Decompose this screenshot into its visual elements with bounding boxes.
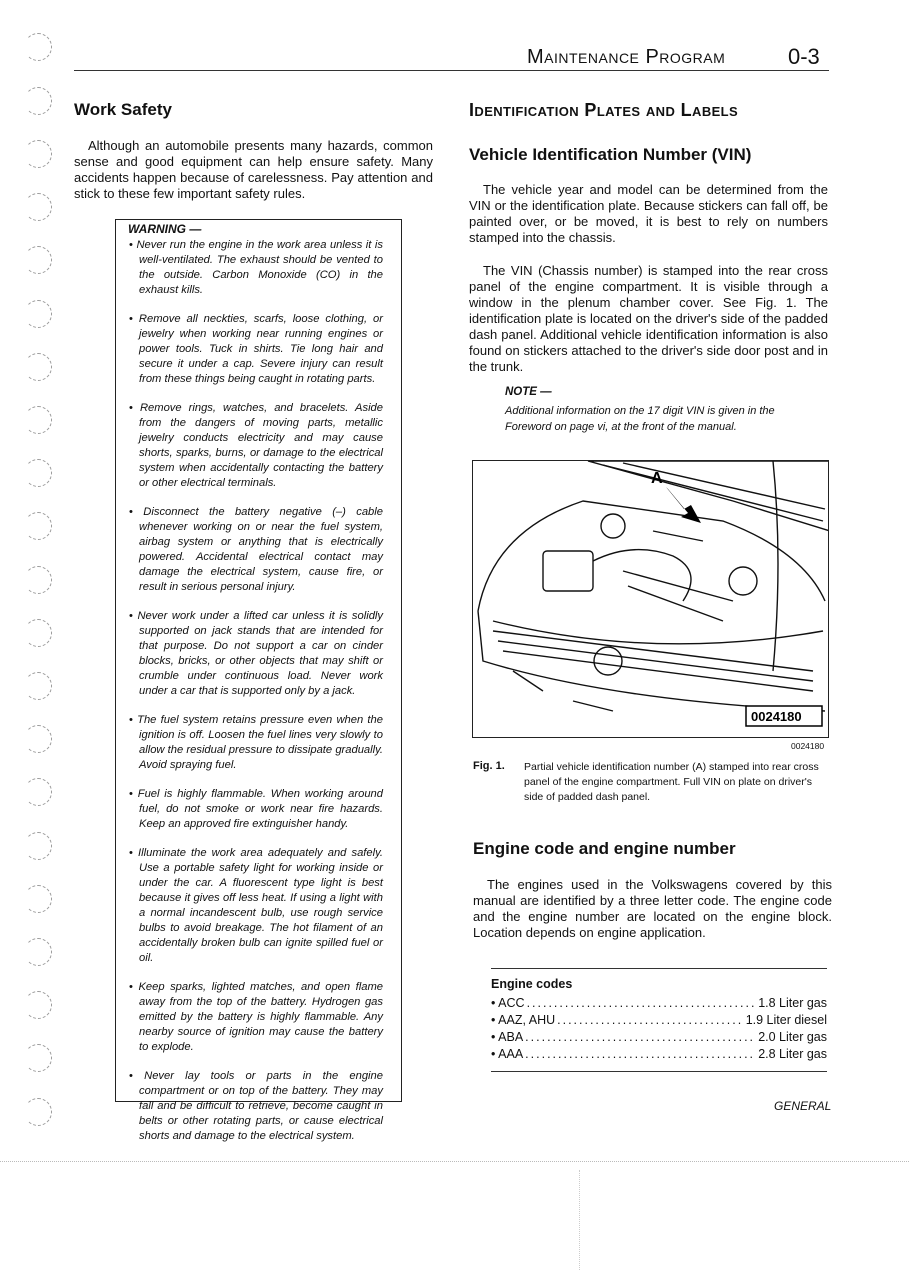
warning-box: [115, 219, 402, 1142]
figure-label: Fig. 1.: [473, 760, 505, 772]
binder-hole: [24, 140, 52, 168]
engine-code-row: [491, 995, 827, 1012]
engine-displacement: 2.8 Liter gas: [758, 1047, 827, 1061]
vin-location-arrow: [666, 487, 701, 523]
engine-codes-table: [491, 968, 827, 1072]
callout-label: A: [651, 470, 663, 487]
warning-item: • Never run the engine in the work area unless it is well-ventilated. The exhaust should be vented to the outside. Carbon Monoxide (CO) in the exhaust kills.: [128, 238, 383, 298]
binder-hole: [24, 300, 52, 328]
engine-displacement: 2.0 Liter gas: [758, 1030, 827, 1044]
engine-code: • ACC: [491, 996, 525, 1010]
warning-item: • Keep sparks, lighted matches, and open flame away from the top of the battery. Hydrogen gas emitted by the battery is highly flammable. Any nearby source of ignition may cause the battery to explode.: [128, 980, 383, 1055]
binder-hole: [24, 778, 52, 806]
vin-paragraph-1: The vehicle year and model can be determined from the VIN or the identification plate. Because stickers can fall off, be painted over, or be moved, it is best to rely on numbers stamped into the chassis.: [469, 182, 828, 245]
warning-item: • Never work under a lifted car unless it is solidly supported on jack stands that are intended for that purpose. Do not support a car on cinder blocks, bricks, or other objects that may shift or crumble under continuous load. Never work under a car that is supported only by a jack.: [128, 609, 383, 699]
binder-hole: [24, 938, 52, 966]
engine-bay-drawing: [473, 461, 829, 738]
page-header-title: Maintenance Program: [527, 46, 726, 68]
page-bottom-edge: [0, 1161, 909, 1162]
binder-hole: [24, 672, 52, 700]
work-safety-intro: Although an automobile presents many hazards, common sense and good equipment can help ensure safety. Many accidents happen because of carelessness. Pay attention and stick to these few important safety rules.: [74, 138, 433, 201]
page-number: 0-3: [788, 44, 820, 69]
identification-heading: Identification Plates and Labels: [469, 100, 739, 120]
binder-hole: [24, 353, 52, 381]
warning-item: • Never lay tools or parts in the engine compartment or on top of the battery. They may fall and be difficult to retrieve, become caught in belts or other rotating parts, or cause electrical shorts and damage to the electrical system.: [128, 1069, 383, 1144]
vin-heading: Vehicle Identification Number (VIN): [469, 145, 752, 164]
page-crease: [579, 1170, 580, 1270]
header-divider: [74, 70, 829, 71]
engine-displacement: 1.8 Liter gas: [758, 996, 827, 1010]
engine-code-heading: Engine code and engine number: [473, 839, 736, 858]
note-title: NOTE —: [505, 386, 552, 398]
binder-hole: [24, 246, 52, 274]
binder-hole: [24, 33, 52, 61]
engine-code-row: [491, 1029, 827, 1046]
note-text: Additional information on the 17 digit VIN is given in the Foreword on page vi, at the front of the manual.: [505, 405, 775, 433]
binder-hole: [24, 193, 52, 221]
table-top-rule: [491, 968, 827, 969]
binder-hole: [24, 619, 52, 647]
warning-list: [128, 238, 383, 1144]
warning-item: • The fuel system retains pressure even when the ignition is off. Loosen the fuel lines very slowly to allow the residual pressure to dissipate gradually. Avoid spraying fuel.: [128, 713, 383, 773]
engine-codes-title: Engine codes: [491, 977, 573, 991]
warning-item: • Fuel is highly flammable. When working around fuel, do not smoke or work near fire hazards. Keep an approved fire extinguisher handy.: [128, 787, 383, 832]
warning-item: • Disconnect the battery negative (–) cable whenever working on or near the fuel system, airbag system or anything that is electrically powered. Accidental electrical contact may damage the electrical system, cause fire, or result in serious personal injury.: [128, 505, 383, 595]
binder-hole: [24, 725, 52, 753]
engine-code: • AAZ, AHU: [491, 1013, 556, 1027]
figure-badge-code: 0024180: [751, 709, 802, 724]
engine-code-paragraph: The engines used in the Volkswagens covered by this manual are identified by a three letter code. The engine code and the engine number are located on the engine block. Location depends on engine application.: [473, 877, 832, 940]
figure-caption: Partial vehicle identification number (A) stamped into rear cross panel of the engine compartment. Full VIN on plate on driver's side of padded dash panel.: [524, 761, 819, 803]
engine-code-row: [491, 1012, 827, 1029]
binder-hole: [24, 832, 52, 860]
figure-code: 0024180: [791, 741, 825, 751]
table-bottom-rule: [491, 1071, 827, 1072]
warning-item: • Illuminate the work area adequately and safely. Use a portable safety light for working inside or under the car. A fluorescent type light is best because it gives off less heat. If using a light with a normal incandescent bulb, use rough service bulbs to avoid breakage. The hot filament of an accidentally broken bulb can ignite spilled fuel or oil.: [128, 846, 383, 966]
engine-code: • ABA: [491, 1030, 524, 1044]
binder-hole: [24, 87, 52, 115]
binder-hole: [24, 406, 52, 434]
engine-bay-illustration: [472, 460, 829, 738]
engine-code-row: [491, 1046, 827, 1063]
warning-title: WARNING —: [128, 222, 202, 236]
engine-displacement: 1.9 Liter diesel: [745, 1013, 827, 1027]
warning-item: • Remove all neckties, scarfs, loose clothing, or jewelry when working near running engines or power tools. Tuck in shirts. Tie long hair and secure it under a cap. Severe injury can result from these things being caught in rotating parts.: [128, 312, 383, 387]
binder-hole: [24, 1044, 52, 1072]
binder-hole: [24, 885, 52, 913]
binder-hole: [24, 459, 52, 487]
binder-hole: [24, 991, 52, 1019]
vin-paragraph-2: The VIN (Chassis number) is stamped into the rear cross panel of the engine compartment. It is visible through a window in the plenum chamber cover. See Fig. 1. The identification plate is located on the driver's side of the padded dash panel. Additional vehicle identification information is also found on stickers attached to the driver's side door post and in the trunk.: [469, 263, 828, 374]
binder-hole: [24, 566, 52, 594]
binder-hole: [24, 512, 52, 540]
engine-code: • AAA: [491, 1047, 524, 1061]
warning-item: • Remove rings, watches, and bracelets. Aside from the dangers of moving parts, metallic jewelry conducts electricity and may cause shorts, sparks, burns, or damage to the electrical system when accidentally contacting the battery or other electrical terminals.: [128, 401, 383, 491]
section-footer: GENERAL: [774, 1099, 832, 1113]
binder-hole: [24, 1098, 52, 1126]
work-safety-heading: Work Safety: [74, 100, 172, 119]
